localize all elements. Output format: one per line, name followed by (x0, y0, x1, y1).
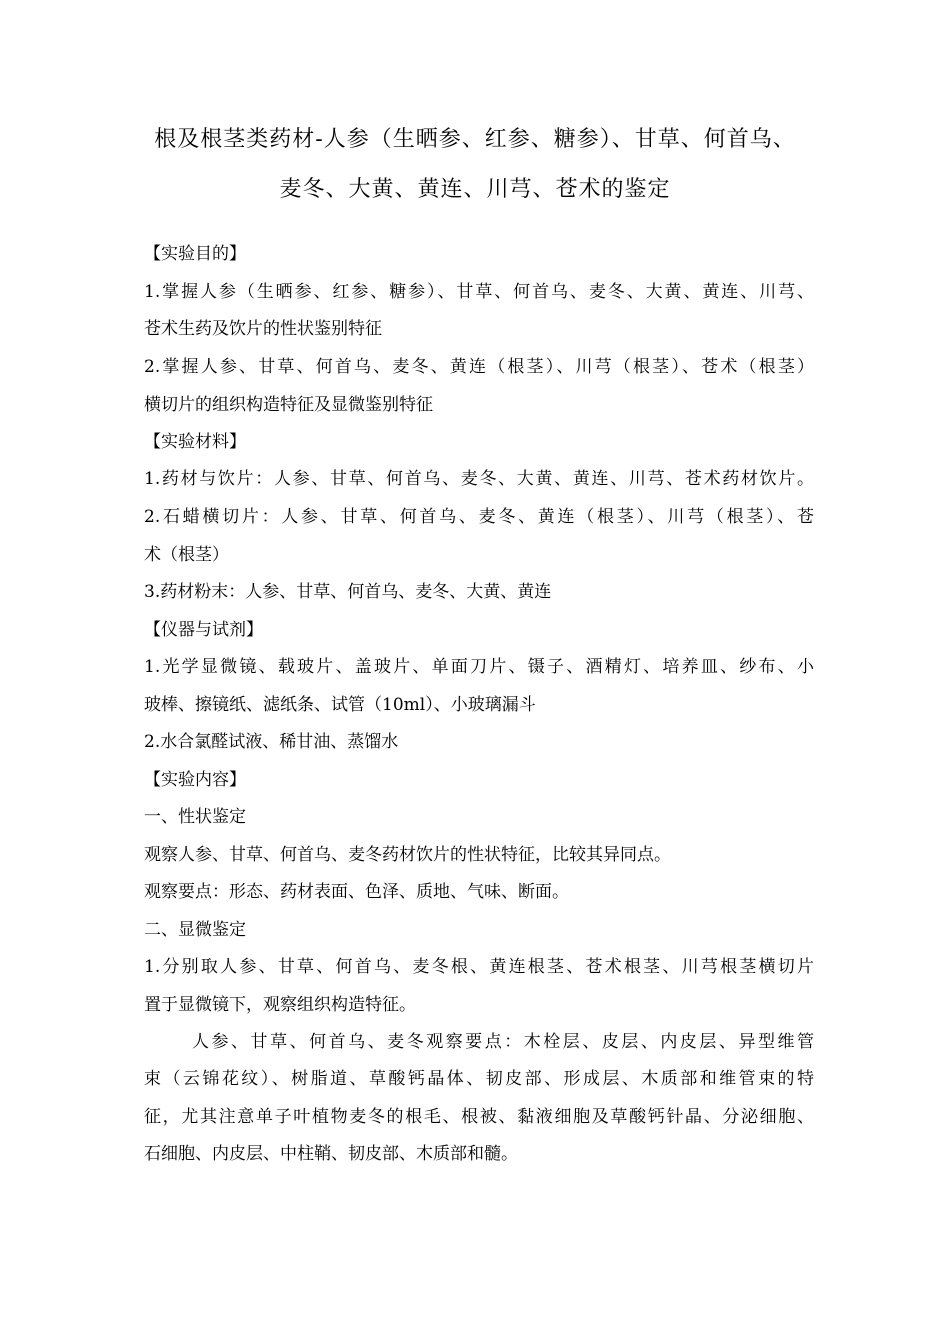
body-line: 观察人参、甘草、何首乌、麦冬药材饮片的性状特征，比较其异同点。 (144, 845, 671, 865)
body-line: 苍术生药及饮片的性状鉴别特征 (144, 319, 382, 339)
body-line: 束（云锦花纹）、树脂道、草酸钙晶体、韧皮部、形成层、木质部和维管束的特 (144, 1069, 814, 1089)
body-line: 术（根茎） (144, 545, 229, 565)
body-line: 横切片的组织构造特征及显微鉴别特征 (144, 395, 433, 415)
body-line-indented: 人参、甘草、何首乌、麦冬观察要点：木栓层、皮层、内皮层、异型维管 (192, 1032, 814, 1052)
body-line: 1.分别取人参、甘草、何首乌、麦冬根、黄连根茎、苍术根茎、川芎根茎横切片 (144, 957, 814, 977)
document-title-line-2: 麦冬、大黄、黄连、川芎、苍术的鉴定 (279, 177, 671, 202)
section-heading-purpose: 【实验目的】 (144, 244, 246, 264)
section-heading-instruments: 【仪器与试剂】 (144, 620, 263, 640)
body-line: 石细胞、内皮层、中柱鞘、韧皮部、木质部和髓。 (144, 1144, 518, 1164)
body-line: 1.光学显微镜、载玻片、盖玻片、单面刀片、镊子、酒精灯、培养皿、纱布、小 (144, 657, 814, 677)
body-line: 2.石蜡横切片：人参、甘草、何首乌、麦冬、黄连（根茎）、川芎（根茎）、苍 (144, 507, 814, 527)
body-line: 征，尤其注意单子叶植物麦冬的根毛、根被、黏液细胞及草酸钙针晶、分泌细胞、 (144, 1107, 814, 1127)
subsection-heading: 一、性状鉴定 (144, 807, 246, 827)
body-line: 1.掌握人参（生晒参、红参、糖参）、甘草、何首乌、麦冬、大黄、黄连、川芎、 (144, 282, 814, 302)
body-line: 玻棒、擦镜纸、滤纸条、试管（10ml）、小玻璃漏斗 (144, 695, 536, 715)
body-line: 1.药材与饮片：人参、甘草、何首乌、麦冬、大黄、黄连、川芎、苍术药材饮片。 (144, 469, 814, 489)
section-heading-materials: 【实验材料】 (144, 432, 246, 452)
body-line: 2.水合氯醛试液、稀甘油、蒸馏水 (144, 732, 399, 752)
body-line: 3.药材粉末：人参、甘草、何首乌、麦冬、大黄、黄连 (144, 582, 552, 602)
section-heading-content: 【实验内容】 (144, 770, 246, 790)
document-title-line-1: 根及根茎类药材-人参（生晒参、红参、糖参）、甘草、何首乌、 (154, 127, 796, 152)
body-line: 置于显微镜下，观察组织构造特征。 (144, 995, 416, 1015)
body-line: 2.掌握人参、甘草、何首乌、麦冬、黄连（根茎）、川芎（根茎）、苍术（根茎） (144, 357, 814, 377)
body-line: 观察要点：形态、药材表面、色泽、质地、气味、断面。 (144, 882, 569, 902)
subsection-heading: 二、显微鉴定 (144, 920, 246, 940)
